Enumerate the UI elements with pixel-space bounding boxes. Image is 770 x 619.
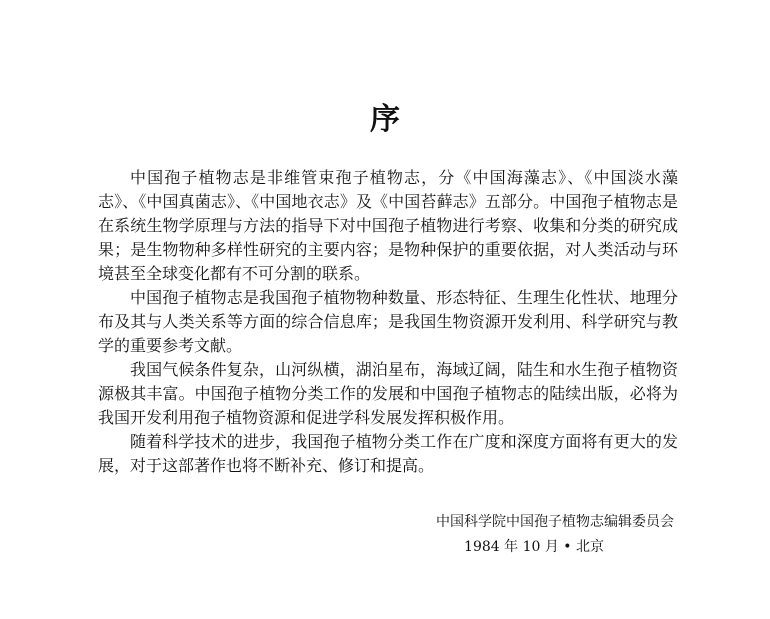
paragraph-4: 随着科学技术的进步，我国孢子植物分类工作在广度和深度方面将有更大的发展，对于这部著作也将不断补充、修订和提高。 [98,432,678,475]
paragraph-3: 我国气候条件复杂，山河纵横，湖泊星布，海域辽阔，陆生和水生孢子植物资源极其丰富。中国孢子植物分类工作的发展和中国孢子植物志的陆续出版，必将为我国开发利用孢子植物资源和促进学科发展发挥积极作用。 [98,360,678,427]
preface-body [98,166,678,478]
page-title: 序 [370,102,400,137]
paragraph-2: 中国孢子植物志是我国孢子植物物种数量、形态特征、生理生化性状、地理分布及其与人类关系等方面的综合信息库；是我国生物资源开发利用、科学研究与教学的重要参考文献。 [98,288,678,355]
date-line: 1984 年 10 月 • 北京 [464,539,604,555]
signature: 中国科学院中国孢子植物志编辑委员会 [436,514,674,530]
paragraph-1: 中国孢子植物志是非维管束孢子植物志，分《中国海藻志》、《中国淡水藻志》、《中国真菌志》、《中国地衣志》及《中国苔藓志》五部分。中国孢子植物志是在系统生物学原理与方法的指导下对中国孢子植物进行考察、收集和分类的研究成果；是生物物种多样性研究的主要内容；是物种保护的重要依据，对人类活动与环境甚至全球变化都有不可分割的联系。 [98,168,678,283]
